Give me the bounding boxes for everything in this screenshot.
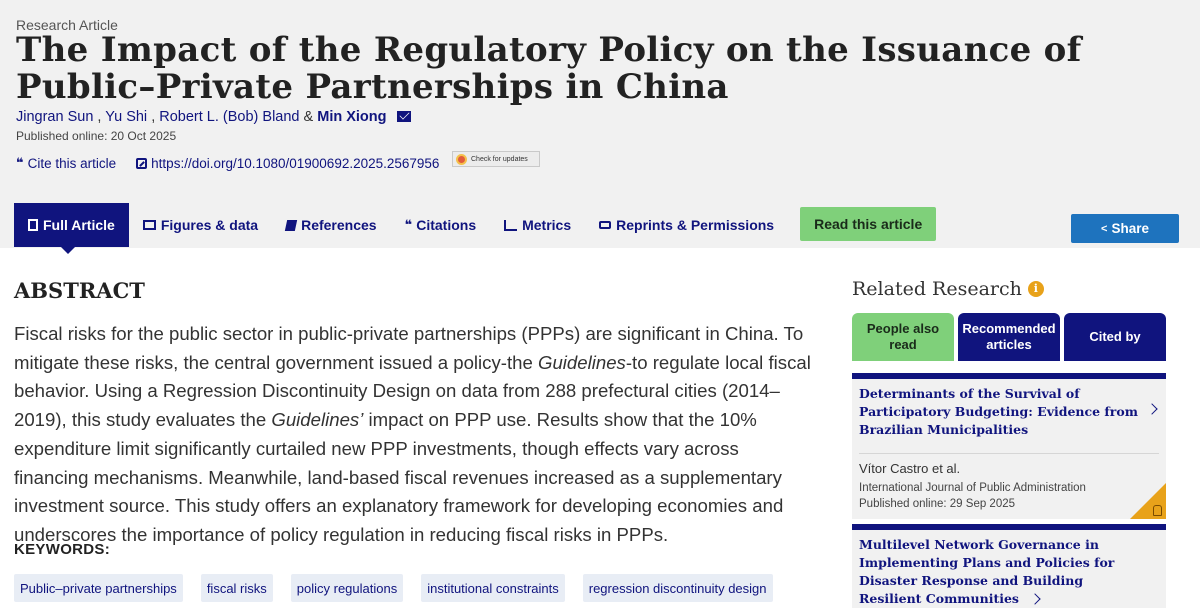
mail-icon[interactable] bbox=[397, 111, 411, 122]
cite-doi-row bbox=[16, 156, 439, 171]
chevron-right-icon bbox=[1030, 593, 1041, 604]
related-tabs bbox=[852, 313, 1166, 361]
tab-label: Reprints & Permissions bbox=[616, 217, 775, 233]
article-header bbox=[0, 0, 1200, 248]
related-article-title: Determinants of the Survival of Participatory Budgeting: Evidence from Brazilian Municipalities bbox=[859, 386, 1138, 437]
external-link-icon bbox=[136, 158, 147, 169]
share-icon: < bbox=[1101, 222, 1108, 235]
abstract-italic: Guidelines bbox=[537, 351, 626, 373]
share-label: Share bbox=[1111, 221, 1149, 236]
tab-label: Figures & data bbox=[160, 217, 259, 233]
related-article-link[interactable] bbox=[852, 530, 1166, 608]
document-icon bbox=[28, 219, 38, 231]
bar-chart-icon bbox=[504, 220, 517, 231]
read-article-button[interactable]: Read this article bbox=[800, 207, 936, 241]
keyword-link[interactable]: regression discontinuity design bbox=[583, 574, 773, 602]
quote-icon: ❝ bbox=[16, 156, 24, 171]
author-separator: , bbox=[97, 109, 102, 125]
tab-cited-by[interactable]: Cited by bbox=[1064, 313, 1166, 361]
info-icon[interactable]: i bbox=[1028, 281, 1044, 297]
tab-label: Citations bbox=[416, 217, 477, 233]
related-article-journal: International Journal of Public Administration bbox=[859, 482, 1086, 494]
author-separator: , bbox=[151, 109, 156, 125]
author-list bbox=[16, 109, 411, 125]
tab-citations[interactable] bbox=[391, 203, 491, 247]
print-icon bbox=[599, 221, 611, 229]
tab-people-also-read[interactable]: People also read bbox=[852, 313, 954, 361]
tab-figures-data[interactable] bbox=[129, 203, 272, 247]
author-link[interactable]: Robert L. (Bob) Bland bbox=[159, 109, 300, 125]
keyword-link[interactable]: fiscal risks bbox=[201, 574, 273, 602]
share-button[interactable] bbox=[1071, 214, 1179, 243]
check-updates-label: Check for updates bbox=[471, 155, 528, 163]
article-title: The Impact of the Regulatory Policy on the Issuance of Public–Private Partnerships in China bbox=[16, 30, 1082, 107]
chevron-right-icon bbox=[1146, 403, 1157, 414]
keyword-link[interactable]: policy regulations bbox=[291, 574, 403, 602]
related-article-link[interactable] bbox=[852, 379, 1166, 439]
related-heading-label: Related Research bbox=[852, 278, 1022, 300]
abstract-part: Fiscal risks for the public sector in public-private partnerships (PPPs) are significant in China. To mitigate these risks, the central government issued a policy-the bbox=[14, 323, 804, 373]
abstract-heading: ABSTRACT bbox=[14, 278, 145, 303]
corresponding-author-link[interactable]: Min Xiong bbox=[317, 109, 387, 125]
related-article-card bbox=[852, 530, 1166, 608]
author-link[interactable]: Yu Shi bbox=[105, 109, 148, 125]
related-article-card bbox=[852, 379, 1166, 519]
article-tabs bbox=[14, 203, 936, 247]
keywords-list bbox=[14, 574, 773, 602]
related-research-heading bbox=[852, 278, 1044, 300]
quote-icon: ❝ bbox=[404, 217, 413, 233]
abstract-text bbox=[14, 320, 814, 550]
abstract-italic: Guidelines’ bbox=[271, 409, 364, 431]
author-separator: & bbox=[303, 109, 314, 125]
related-article-author: Vítor Castro et al. bbox=[859, 461, 961, 476]
tab-full-article[interactable] bbox=[14, 203, 129, 247]
open-lock-icon bbox=[1153, 505, 1162, 516]
cite-article-link[interactable]: Cite this article bbox=[27, 156, 117, 171]
keywords-heading: KEYWORDS: bbox=[14, 541, 111, 558]
tab-metrics[interactable] bbox=[490, 203, 585, 247]
tab-label: References bbox=[301, 217, 377, 233]
abstract-part: impact on PPP use. Results show that the 10% expenditure limit significantly curtailed new PPP investments, though effects vary across financing mechanisms. Meanwhile, land-based fiscal revenues increased as a supplementary investment source. This study offers an explanatory framework for developing economies and underscores the importance of policy regulation in reducing fiscal risks in PPPs. bbox=[14, 409, 784, 545]
doi-link[interactable]: https://doi.org/10.1080/01900692.2025.2567956 bbox=[151, 156, 440, 171]
book-icon bbox=[285, 220, 297, 231]
tab-references[interactable] bbox=[272, 203, 391, 247]
keyword-link[interactable]: institutional constraints bbox=[421, 574, 565, 602]
abstract-part: -to regulate local fiscal behavior. Using a Regression Discontinuity Design on data from 288 prefectural cities (2014–2019), this study evaluates the bbox=[14, 351, 811, 431]
published-date: Published online: 20 Oct 2025 bbox=[16, 129, 177, 143]
image-icon bbox=[143, 220, 156, 230]
author-link[interactable]: Jingran Sun bbox=[16, 109, 94, 125]
tab-reprints-permissions[interactable] bbox=[585, 203, 788, 247]
tab-recommended-articles[interactable]: Recommended articles bbox=[958, 313, 1060, 361]
crossmark-icon bbox=[456, 154, 467, 165]
keyword-link[interactable]: Public–private partnerships bbox=[14, 574, 183, 602]
check-for-updates-button[interactable] bbox=[452, 151, 540, 167]
article-type: Research Article bbox=[16, 17, 118, 33]
tab-label: Full Article bbox=[43, 217, 115, 233]
related-article-title: Multilevel Network Governance in Implementing Plans and Policies for Disaster Response and Building Resilient Communities bbox=[859, 537, 1115, 606]
tab-label: Metrics bbox=[522, 217, 572, 233]
related-article-date: Published online: 29 Sep 2025 bbox=[859, 498, 1016, 510]
